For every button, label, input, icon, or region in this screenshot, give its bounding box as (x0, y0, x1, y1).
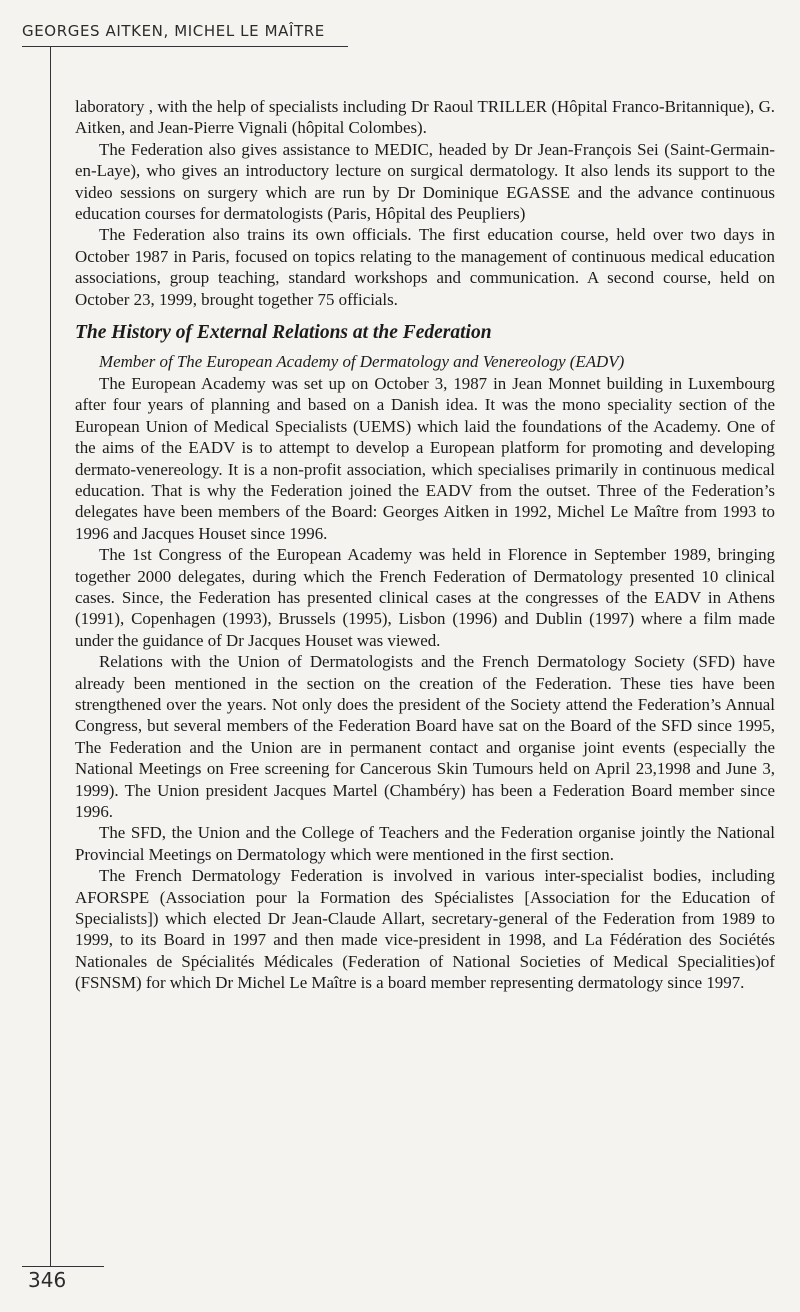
article-body (75, 96, 775, 994)
paragraph: The 1st Congress of the European Academy was held in Florence in September 1989, bringing together 2000 delegates, during which the French Federation of Dermatology presented 10 clinical cases. Since, the Federation has presented clinical cases at the congresses of the EADV in Athens (1991), Copenhagen (1993), Brussels (1995), Lisbon (1996) and Dublin (1997) where a film made under the guidance of Dr Jacques Houset was viewed. (75, 545, 775, 650)
footer-rule (22, 1266, 104, 1267)
margin-rule (50, 47, 51, 1267)
subheading: Member of The European Academy of Dermatology and Venereology (EADV) (99, 352, 625, 372)
paragraph: laboratory , with the help of specialists including Dr Raoul TRILLER (Hôpital Franco-Britannique), G. Aitken, and Jean-Pierre Vignali (hôpital Colombes). (75, 97, 775, 138)
running-head: GEORGES AITKEN, MICHEL LE MAÎTRE (22, 22, 325, 40)
paragraph: The French Dermatology Federation is involved in various inter-specialist bodies, including AFORSPE (Association pour la Formation des Spécialistes [Association for the Education of Specialists]) which elected Dr Jean-Claude Allart, secretary-general of the Federation from 1989 to 1999, to its Board in 1997 and then made vice-president in 1998, and La Fédération des Sociétés Nationales de Spécialités Médicales (Federation of National Societies of Medical Specialities)of (FSNSM) for which Dr Michel Le Maître is a board member representing dermatology since 1997. (75, 866, 775, 993)
paragraph: Relations with the Union of Dermatologists and the French Dermatology Society (SFD) have already been mentioned in the section on the creation of the Federation. These ties have been strengthened over the years. Not only does the president of the Society attend the Federation’s Annual Congress, but several members of the Federation Board have sat on the Board of the SFD since 1995, The Federation and the Union are in permanent contact and organise joint events (especially the National Meetings on Free screening for Cancerous Skin Tumours held on April 23,1998 and June 3, 1999). The Union president Jacques Martel (Chambéry) has been a Federation Board member since 1996. (75, 652, 775, 821)
section-heading: The History of External Relations at the Federation (75, 322, 492, 344)
paragraph: The Federation also gives assistance to MEDIC, headed by Dr Jean-François Sei (Saint-Germain-en-Laye), who gives an introductory lecture on surgical dermatology. It also lends its support to the video sessions on surgery which are run by Dr Dominique EGASSE and the advance continuous education courses for dermatologists (Paris, Hôpital des Peupliers) (75, 139, 775, 224)
paragraph: The SFD, the Union and the College of Teachers and the Federation organise jointly the National Provincial Meetings on Dermatology which were mentioned in the first section. (75, 823, 775, 864)
header-rule (22, 46, 348, 47)
paragraph: The European Academy was set up on October 3, 1987 in Jean Monnet building in Luxembourg after four years of planning and based on a Danish idea. It was the mono speciality section of the European Union of Medical Specialists (UEMS) which laid the foundations of the Academy. One of the aims of the EADV is to attempt to develop a European platform for promoting and developing dermato-venereology. It is a non-profit association, which specialises primarily in continuous medical education. That is why the Federation joined the EADV from the outset. Three of the Federation’s delegates have been members of the Board: Georges Aitken in 1992, Michel Le Maître from 1993 to 1996 and Jacques Houset since 1996. (75, 373, 775, 543)
page-number: 346 (28, 1268, 67, 1292)
paragraph: The Federation also trains its own officials. The first education course, held over two days in October 1987 in Paris, focused on topics relating to the management of continuous medical education associations, group teaching, standard workshops and communication. A second course, held on October 23, 1999, brought together 75 officials. (75, 225, 775, 309)
